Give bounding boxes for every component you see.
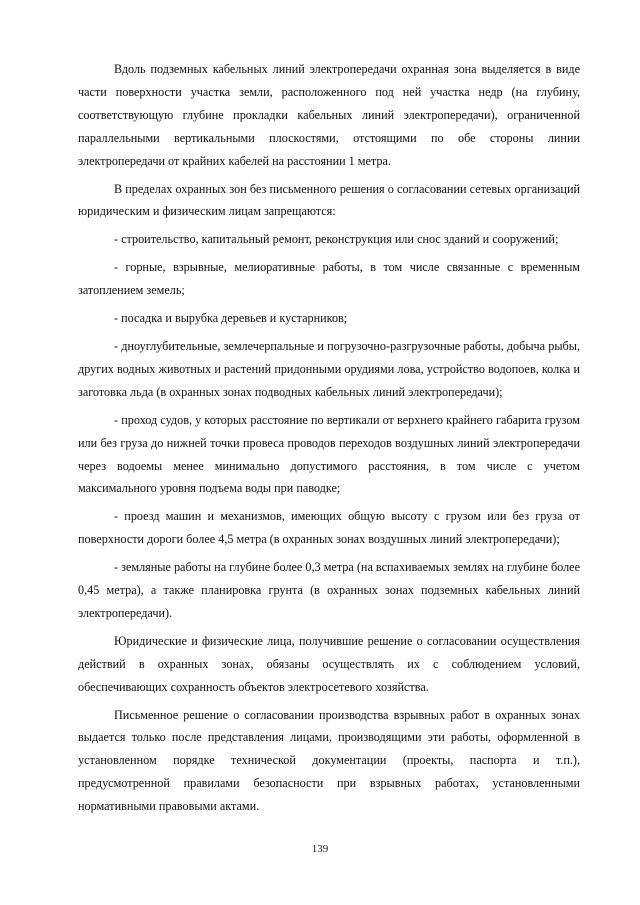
document-body	[78, 58, 580, 823]
paragraph-cable-zone: Вдоль подземных кабельных линий электропередачи охранная зона выделяется в виде части поверхности участка земли, расположенного под ней участка недр (на глубину, соответствующую глубине прокладки кабельных линий электропередачи), ограниченной параллельными вертикальными плоскостями, отстоящими по обе стороны линии электропередачи от крайних кабелей на расстоянии 1 метра.	[78, 62, 580, 168]
list-item-earthworks: - земляные работы на глубине более 0,3 метра (на вспахиваемых землях на глубине более 0,45 метра), а также планировка грунта (в охранных зонах подземных кабельных линий электропередачи).	[78, 560, 580, 620]
list-item-ship-passage: - проход судов, у которых расстояние по вертикали от верхнего крайнего габарита грузом или без груза до нижней точки провеса проводов переходов воздушных линий электропередачи через водоемы менее минимально допустимого расстояния, в том числе с учетом максимального уровня подъема воды при паводке;	[78, 412, 580, 496]
list-item-mining: - горные, взрывные, мелиоративные работы, в том числе связанные с временным затоплением земель;	[78, 260, 580, 298]
page-number: 139	[311, 843, 329, 855]
paragraph-permitted-persons: Юридические и физические лица, получившие решение о согласовании осуществления действий в охранных зонах, обязаны осуществлять их с соблюдением условий, обеспечивающих сохранность объектов электросетевого хозяйства.	[78, 633, 580, 694]
list-item-dredging: - дноуглубительные, землечерпальные и погрузочно-разгрузочные работы, добыча рыбы, других водных животных и растений придонными орудиями лова, устройство водопоев, колка и заготовка льда (в охранных зонах подводных кабельных линий электропередачи);	[78, 338, 580, 399]
list-item-vehicle-passage: - проезд машин и механизмов, имеющих общую высоту с грузом или без груза от поверхности дороги более 4,5 метра (в охранных зонах воздушных линий электропередачи);	[78, 509, 580, 547]
list-item-planting: - посадка и вырубка деревьев и кустарников;	[114, 311, 348, 326]
list-item-construction: - строительство, капитальный ремонт, реконструкция или снос зданий и сооружений;	[114, 232, 559, 247]
paragraph-blasting-permit: Письменное решение о согласовании производства взрывных работ в охранных зонах выдается только после представления лицами, производящими эти работы, оформленной в установленном порядке технической документации (проекты, паспорта и т.п.), предусмотренной правилами безопасности при взрывных работах, установленными нормативными правовыми актами.	[78, 707, 580, 814]
paragraph-prohibitions-intro: В пределах охранных зон без письменного решения о согласовании сетевых организаций юридическим и физическим лицам запрещаются:	[78, 181, 580, 219]
